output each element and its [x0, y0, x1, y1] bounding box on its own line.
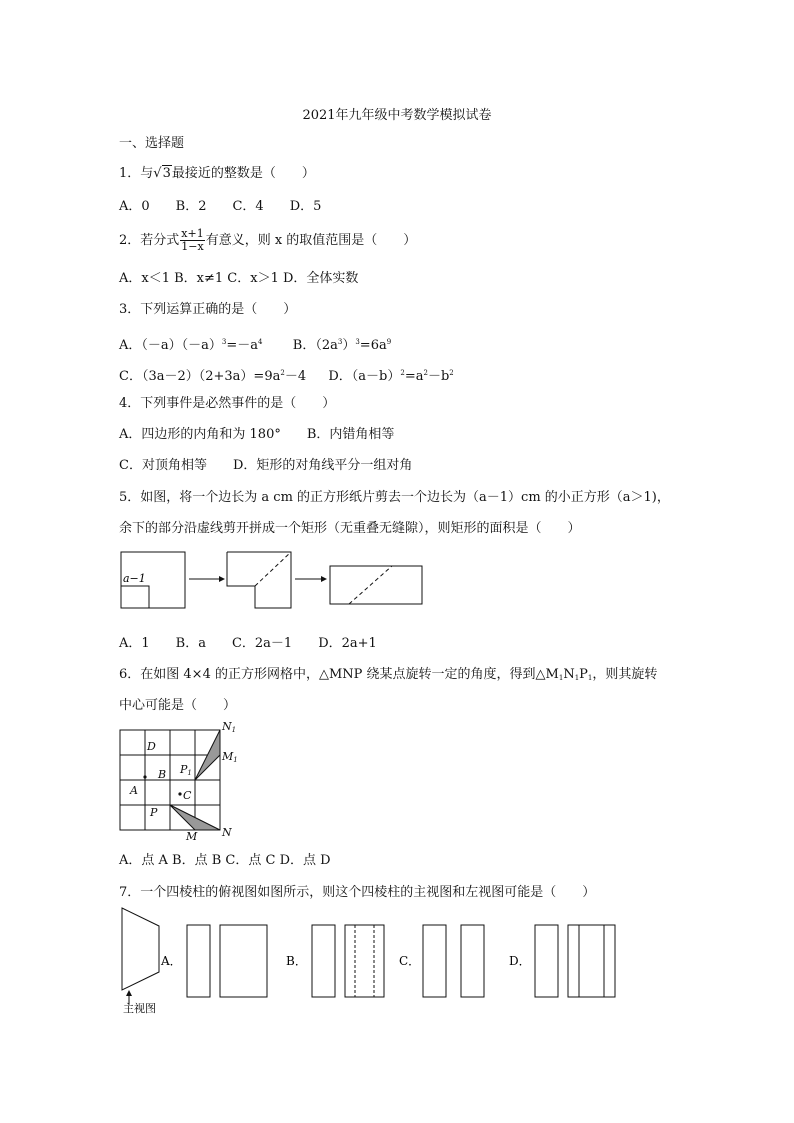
option-b-label: B． [286, 954, 307, 968]
text: =a [404, 369, 424, 384]
exponent: 9 [386, 338, 392, 346]
radicand: 3 [162, 166, 171, 181]
subscript: 1 [587, 674, 593, 682]
q2-options: A．x＜1 B．x≠1 C．x＞1 D．全体实数 [119, 271, 359, 286]
exponent: 2 [449, 369, 454, 377]
option-a-side [220, 925, 267, 997]
subscript: 1 [574, 674, 580, 682]
label-m: M [186, 830, 198, 843]
option-d-side [568, 925, 615, 997]
rect-dashed-line [349, 566, 392, 604]
small-square [121, 586, 149, 608]
text: A．（－a）（－a） [119, 338, 222, 353]
cut-line [255, 552, 291, 586]
text: P [579, 667, 588, 682]
q3-opt-a [119, 338, 262, 353]
q3-options-ab [119, 334, 391, 354]
label-p: P [150, 806, 158, 819]
denominator: 1−x [181, 240, 204, 253]
numerator: x+1 [181, 227, 204, 240]
question-6-line1 [119, 667, 657, 686]
exponent: 3 [355, 338, 360, 346]
side-label: a−1 [123, 572, 146, 585]
point-b [143, 775, 146, 778]
label-m1: M1 [222, 750, 238, 764]
text: ） [342, 338, 356, 353]
exponent: 3 [221, 338, 227, 346]
option-a-label: A． [161, 954, 182, 968]
exponent: 2 [400, 369, 405, 377]
top-view-trapezoid [122, 908, 159, 990]
q7-figure [115, 904, 625, 1016]
point-c [178, 792, 181, 795]
exponent: 3 [337, 338, 343, 346]
q6-grid-figure [112, 718, 252, 846]
view-arrow-head [126, 990, 132, 996]
arrow-1-head [219, 576, 225, 582]
question-2 [119, 228, 416, 253]
option-b-side [345, 925, 384, 997]
text: =－a [226, 338, 259, 353]
question-5-line2: 余下的部分沿虚线剪开拼成一个矩形（无重叠无缝隙），则矩形的面积是（ ） [119, 521, 581, 536]
q2-pre: 2．若分式 [119, 233, 180, 248]
sqrt-expression: √3 [153, 166, 171, 181]
section-heading: 一、选择题 [119, 136, 185, 151]
fraction [180, 228, 204, 253]
text: －b [427, 369, 450, 384]
text: =6a [359, 338, 387, 353]
option-c-label: C． [399, 954, 421, 968]
question-6-line2: 中心可能是（ ） [119, 698, 237, 713]
question-7: 7．一个四棱柱的俯视图如图所示，则这个四棱柱的主视图和左视图可能是（ ） [119, 885, 596, 900]
text: B．（2a [292, 338, 338, 353]
exponent: 4 [258, 338, 263, 346]
main-view-label: 主视图 [123, 1002, 156, 1015]
q5-options: A．1 B．a C．2a－1 D．2a+1 [119, 636, 377, 651]
option-d-label: D． [509, 954, 531, 968]
q2-post: 有意义，则 x 的取值范围是（ ） [205, 233, 417, 248]
label-p1: P1 [180, 763, 192, 777]
exponent: 2 [280, 369, 285, 377]
text: D．（a－b） [328, 369, 401, 384]
q1-post: 最接近的整数是（ ） [171, 166, 315, 181]
question-4: 4．下列事件是必然事件的是（ ） [119, 396, 336, 411]
q5-figure [115, 548, 435, 610]
result-rectangle [330, 566, 422, 604]
label-c: C [183, 789, 192, 802]
option-c-side [461, 925, 484, 997]
q3-opt-b [293, 338, 391, 353]
label-d: D [147, 740, 156, 753]
q1-options: A．0 B．2 C．4 D．5 [119, 199, 322, 214]
exponent: 2 [423, 369, 428, 377]
option-a-front [187, 925, 210, 997]
grid [120, 730, 220, 830]
label-a: A [130, 784, 138, 797]
text: N [563, 667, 575, 682]
q4-options-ab: A．四边形的内角和为 180° B．内错角相等 [119, 427, 395, 442]
question-3: 3．下列运算正确的是（ ） [119, 302, 297, 317]
text: ，则其旋转 [592, 667, 658, 682]
text: 6．在如图 4×4 的正方形网格中，△MNP 绕某点旋转一定的角度，得到△M [119, 667, 559, 682]
q3-opt-c [119, 369, 306, 384]
text: C．（3a－2）（2+3a）=9a [119, 369, 281, 384]
label-n1: N1 [222, 720, 237, 734]
question-5-line1: 5．如图，将一个边长为 a cm 的正方形纸片剪去一个边长为（a－1）cm 的小正方形（a＞1)， [119, 490, 670, 505]
option-d-front [535, 925, 558, 997]
q1-pre: 1．与 [119, 166, 154, 181]
q3-opt-d [328, 369, 453, 384]
text: －4 [284, 369, 307, 384]
q3-options-cd [119, 365, 454, 385]
subscript: 1 [558, 674, 564, 682]
option-b-front [312, 925, 335, 997]
arrow-2-head [321, 576, 327, 582]
q4-options-cd: C．对顶角相等 D．矩形的对角线平分一组对角 [119, 458, 413, 473]
question-1 [119, 166, 315, 182]
label-b: B [158, 768, 167, 781]
label-n: N [222, 826, 232, 839]
q6-options: A．点 A B．点 B C．点 C D．点 D [119, 853, 331, 868]
page-title: 2021年九年级中考数学模拟试卷 [302, 108, 492, 123]
option-c-front [423, 925, 446, 997]
